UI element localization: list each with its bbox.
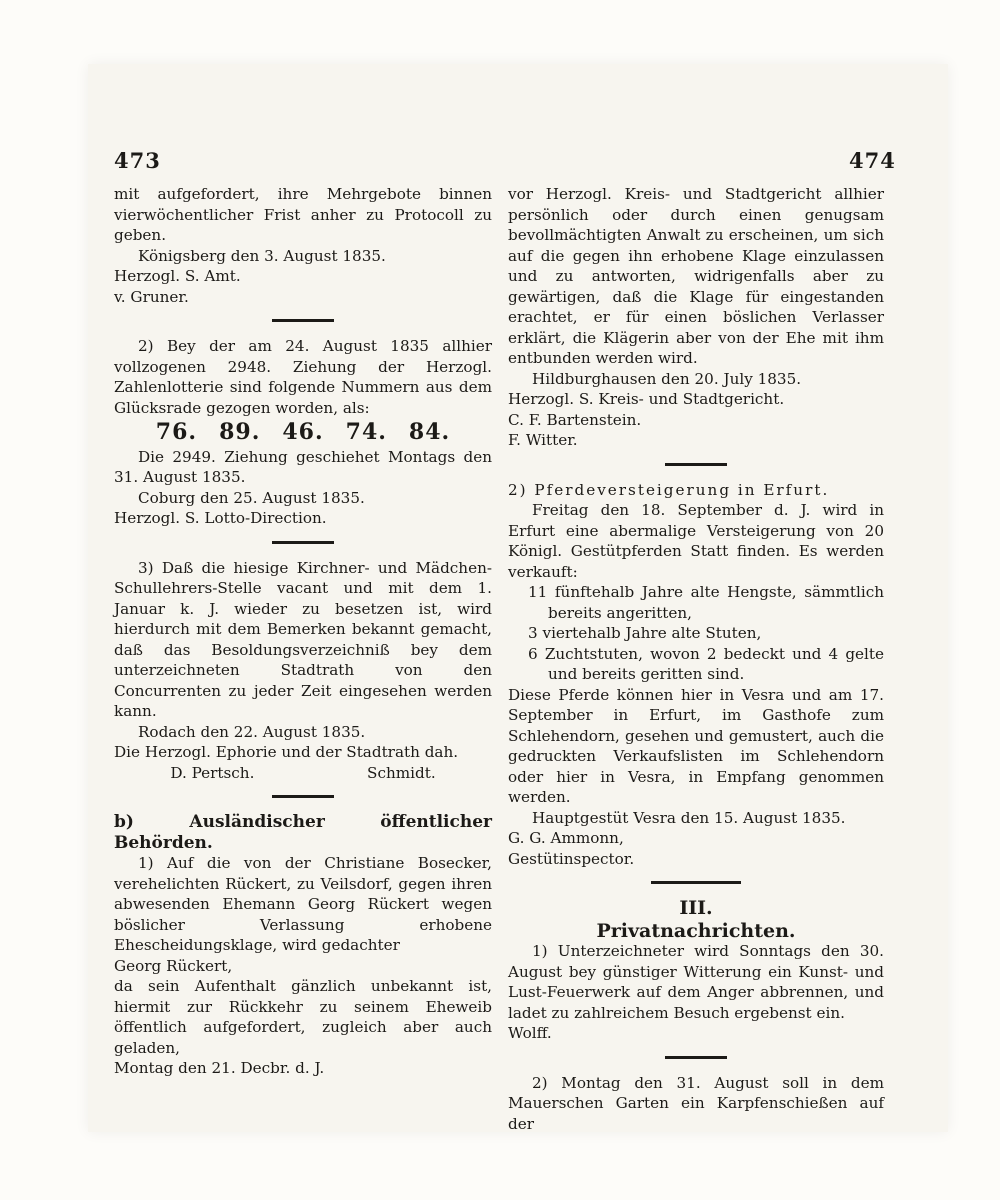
page-number-left: 473 (114, 148, 161, 173)
separator-rule (272, 795, 334, 798)
summons-continuation: da sein Aufenthalt gänzlich unbekannt ist, hiermit zur Rückkehr zu seinem Eheweib öffentlich aufgefordert, zugleich aber auch geladen, (114, 977, 492, 1057)
court-office: Herzogl. S. Kreis- und Stadtgericht. (508, 390, 785, 408)
notice2-office: Herzogl. S. Lotto-Direction. (114, 509, 327, 527)
notice3-date: Rodach den 22. August 1835. (138, 722, 366, 741)
notice1-date: Königsberg den 3. August 1835. (138, 246, 386, 265)
auction-text: Freitag den 18. September d. J. wird in Erfurt eine abermalige Versteigerung von 20 Königl. Gestütpferden Statt finden. Es werden verkauft: (508, 501, 884, 581)
summons-date: Montag den 21. Decbr. d. J. (114, 1059, 325, 1077)
notice2-date: Coburg den 25. August 1835. (138, 488, 365, 507)
lottery-number: 46. (282, 419, 324, 445)
court-date: Hildburghausen den 20. July 1835. (532, 369, 802, 388)
notice3-text: 3) Daß die hiesige Kirchner- und Mädchen-Schullehrers-Stelle vacant und mit dem 1. Januar k. J. wieder zu besetzen ist, wird hierdurch mit dem Bemerken bekannt gemacht, daß das Besoldungsverzeichniß bey dem unterzeichneten Stadtrath von den Concurrenten zu jeder Zeit eingesehen werden kann. (114, 558, 492, 720)
left-column (114, 184, 492, 1079)
lottery-number: 89. (219, 419, 261, 445)
auction-item: 11 fünftehalb Jahre alte Hengste, sämmtlich bereits angeritten, (528, 583, 884, 622)
court-signature: F. Witter. (508, 431, 578, 449)
notice1-signature: v. Gruner. (114, 287, 189, 306)
section-heading-b: b) Ausländischer öffentlicher Behörden. (114, 812, 492, 853)
separator-rule (665, 463, 727, 466)
summons-text-continued: vor Herzogl. Kreis- und Stadtgericht allhier persönlich oder durch einen genugsam bevollmächtigten Anwalt zu erscheinen, um sich auf die gegen ihn erhobene Klage einzulassen und zu antworten, widrigenfalls aber zu gewärtigen, daß die Klage für eingestanden erachtet, er für einen böslichen Verlasser erklärt, die Klägerin aber von der Ehe mit ihm entbunden werden wird. (508, 185, 884, 367)
carp-shooting-text: 2) Montag den 31. August soll in dem Mauerschen Garten ein Karpfenschießen auf der (508, 1073, 884, 1133)
separator-rule (651, 881, 741, 884)
separator-rule (272, 319, 334, 322)
right-column (508, 184, 884, 1134)
notice3-signatures (114, 763, 492, 784)
notice2-next-draw: Die 2949. Ziehung geschiehet Montags den 31. August 1835. (114, 447, 492, 486)
separator-rule (272, 541, 334, 544)
lottery-number: 76. (155, 419, 198, 445)
lottery-numbers (114, 419, 492, 445)
auction-signature-title: Gestütinspector. (508, 849, 635, 868)
fireworks-text: 1) Unterzeichneter wird Sonntags den 30. August bey günstiger Witterung ein Kunst- und Lust-Feuerwerk auf dem Anger abbrennen, und ladet zu zahlreichem Besuch ergebenst ein. (508, 942, 884, 1022)
page-number-right: 474 (849, 148, 896, 173)
auction-item: 6 Zuchtstuten, wovon 2 bedeckt und 4 gelte und bereits geritten sind. (528, 644, 884, 683)
intro-paragraph: mit aufgefordert, ihre Mehrgebote binnen vierwöchentlicher Frist anher zu Protocoll zu geben. (114, 185, 492, 244)
notice1-office: Herzogl. S. Amt. (114, 267, 241, 285)
lottery-number: 84. (408, 419, 451, 445)
summons-name: Georg Rückert, (114, 956, 233, 975)
auction-item: 3 viertehalb Jahre alte Stuten, (528, 624, 762, 642)
auction-title: 2) Pferdeversteigerung in Erfurt. (508, 480, 830, 499)
notice3-office: Die Herzogl. Ephorie und der Stadtrath dah. (114, 743, 459, 761)
summons-text: 1) Auf die von der Christiane Bosecker, verehelichten Rückert, zu Veilsdorf, gegen ihren abwesenden Ehemann Georg Rückert wegen böslicher Verlassung erhobene Ehescheidungsklage, wird gedachter (114, 854, 492, 954)
court-signature: C. F. Bartenstein. (508, 410, 642, 429)
fireworks-signature: Wolff. (508, 1024, 552, 1042)
notice2-text: 2) Bey der am 24. August 1835 allhier vollzogenen 2948. Ziehung der Herzogl. Zahlenlotterie sind folgende Nummern aus dem Glücksrade gezogen worden, als: (114, 337, 492, 417)
separator-rule (665, 1056, 727, 1059)
section-heading-private: Privatnachrichten. (596, 919, 796, 942)
auction-signature: G. G. Ammonn, (508, 829, 624, 847)
auction-date: Hauptgestüt Vesra den 15. August 1835. (532, 808, 846, 827)
signature: Schmidt. (367, 763, 436, 782)
signature: D. Pertsch. (170, 763, 255, 782)
lottery-number: 74. (345, 419, 387, 445)
auction-continuation: Diese Pferde können hier in Vesra und am 17. September in Erfurt, im Gasthofe zum Schlehendorn, gesehen und gemustert, auch die gedruckten Verkaufslisten im Schlehendorn oder hier in Vesra, in Empfang genommen werden. (508, 685, 884, 806)
section-heading-iii: III. (679, 897, 713, 919)
